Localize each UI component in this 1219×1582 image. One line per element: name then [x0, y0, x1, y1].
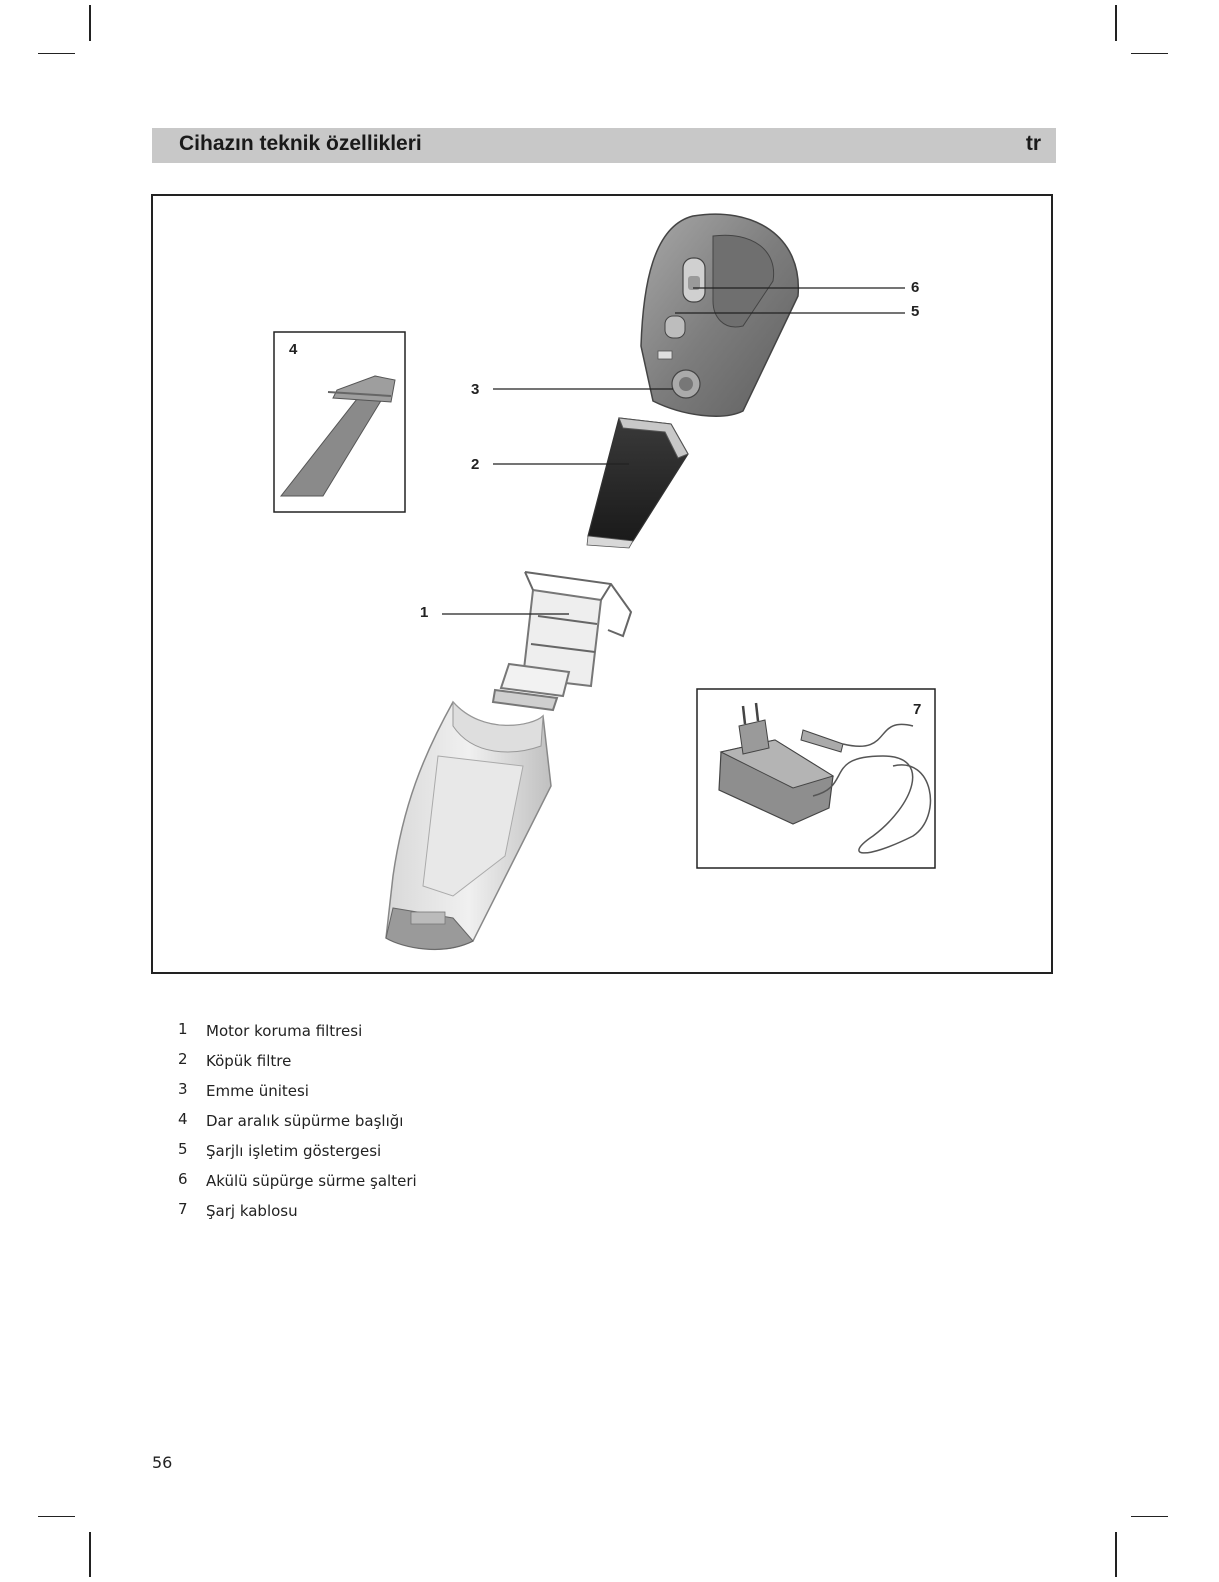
legend-text: Emme ünitesi [206, 1082, 309, 1100]
crop-mark [89, 5, 91, 41]
legend-number: 6 [178, 1170, 188, 1188]
crop-mark [1115, 5, 1117, 41]
callout-1: 1 [420, 604, 429, 621]
legend-number: 1 [178, 1020, 188, 1038]
page-number: 56 [152, 1453, 173, 1472]
legend-number: 4 [178, 1110, 188, 1128]
callout-6: 6 [911, 279, 920, 296]
crevice-tool-icon [281, 376, 395, 496]
legend-number: 2 [178, 1050, 188, 1068]
legend-number: 3 [178, 1080, 188, 1098]
motor-unit-icon [641, 214, 798, 416]
callout-3: 3 [471, 381, 480, 398]
charger-icon [719, 703, 930, 853]
legend-text: Köpük filtre [206, 1052, 292, 1070]
legend-number: 5 [178, 1140, 188, 1158]
legend-text: Şarjlı işletim göstergesi [206, 1142, 382, 1160]
callout-2: 2 [471, 456, 480, 473]
exploded-view-figure [151, 194, 1053, 974]
section-title: Cihazın teknik özellikleri [179, 132, 422, 155]
section-header [152, 128, 1056, 163]
dust-container-icon [386, 702, 551, 949]
exploded-view-drawing [153, 196, 1055, 976]
legend-text: Motor koruma filtresi [206, 1022, 363, 1040]
legend-text: Şarj kablosu [206, 1202, 298, 1220]
crop-mark [1131, 53, 1168, 54]
crop-mark [38, 53, 75, 54]
legend-text: Dar aralık süpürme başlığı [206, 1112, 404, 1130]
callout-4: 4 [289, 341, 298, 358]
crop-mark [1131, 1516, 1168, 1517]
crop-mark [89, 1532, 91, 1577]
language-code: tr [1025, 132, 1041, 155]
callout-7: 7 [913, 701, 922, 718]
crop-mark [38, 1516, 75, 1517]
legend-number: 7 [178, 1200, 188, 1218]
legend-text: Akülü süpürge sürme şalteri [206, 1172, 417, 1190]
crop-mark [1115, 1532, 1117, 1577]
foam-filter-icon [587, 418, 688, 548]
callout-5: 5 [911, 303, 920, 320]
motor-filter-icon [493, 572, 631, 710]
